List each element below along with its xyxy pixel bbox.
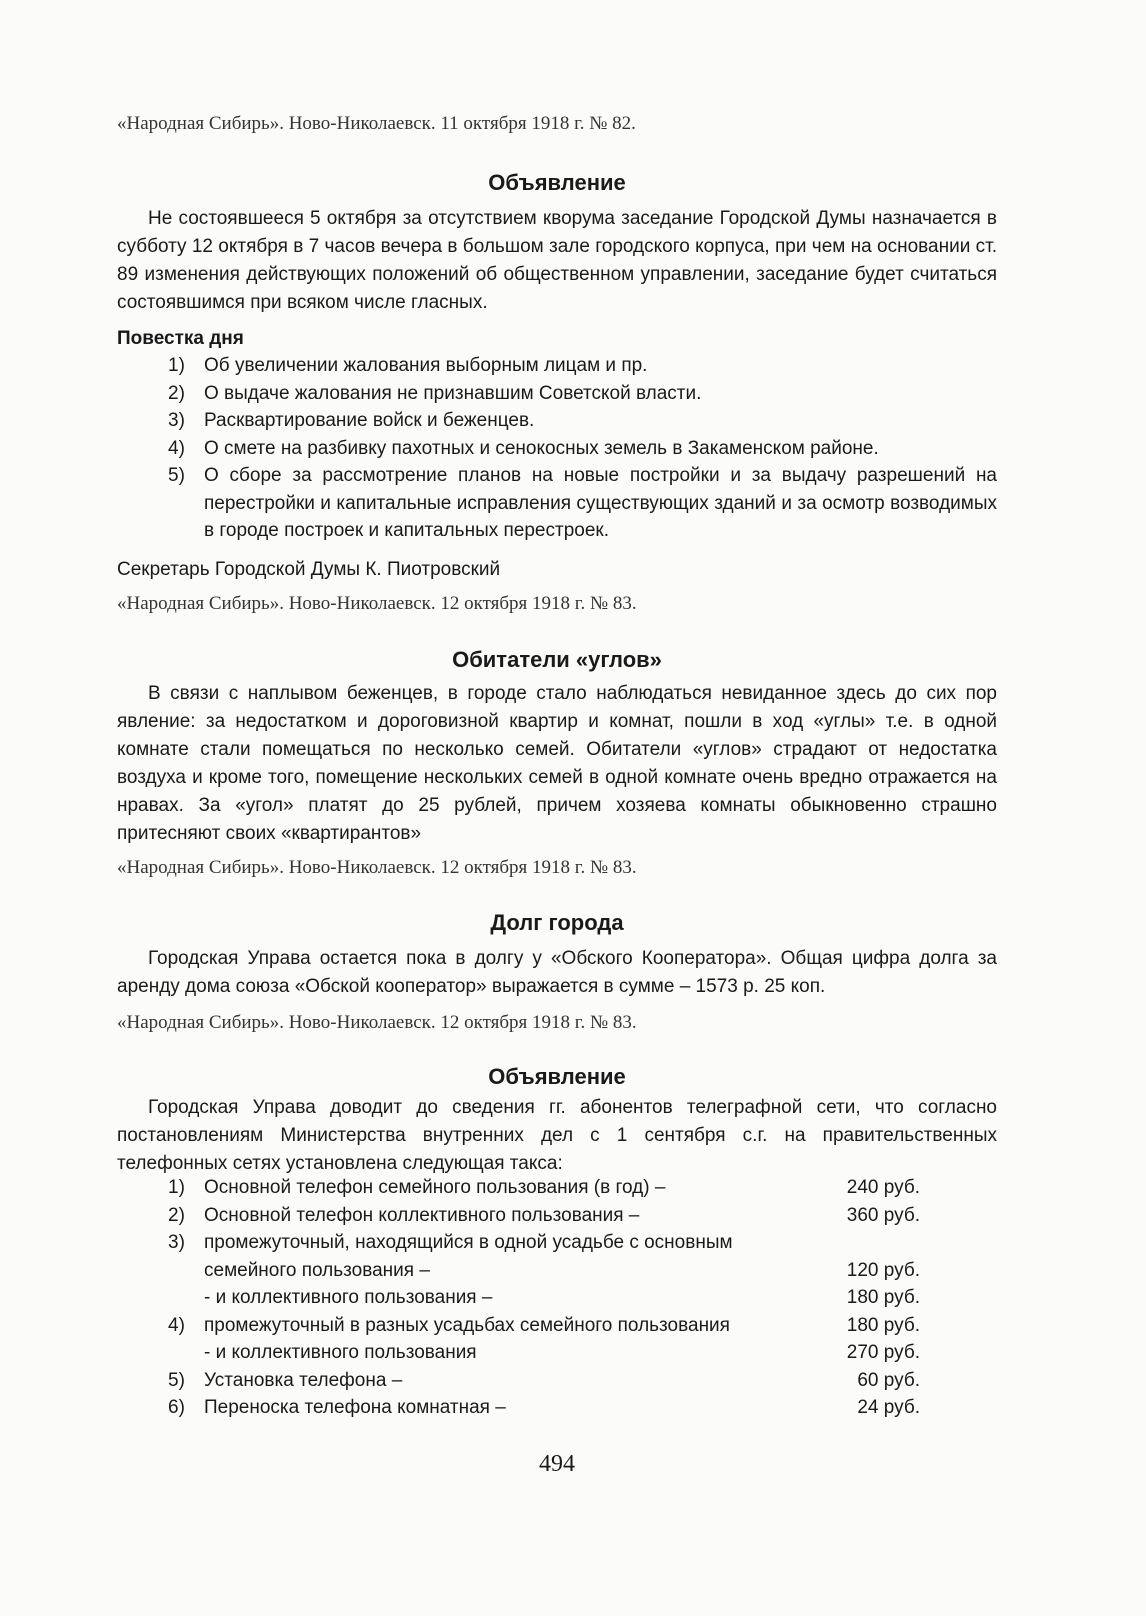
list-item: 2) О выдаче жалования не признавшим Советской власти.: [168, 382, 702, 404]
table-row: семейного пользования – 120 руб.: [204, 1259, 920, 1281]
section-title-city-debt: Долг города: [490, 910, 624, 935]
city-debt-body: Городская Управа остается пока в долгу у «Обского Кооператора». Общая цифра долга за аренду дома союза «Обской кооператор» выражается в сумме – 1573 р. 25 коп.: [117, 948, 997, 997]
notice-2-body: Городская Управа доводит до сведения гг. абонентов телеграфной сети, что согласно постановлениям Министерства внутренних дел с 1 сентября с.г. на правительственных телефонных сетях установлена следующая такса:: [117, 1097, 997, 1174]
section-title-notice-1: Объявление: [488, 170, 626, 195]
table-row: 3) промежуточный, находящийся в одной усадьбе с основным: [168, 1232, 733, 1253]
source-citation: «Народная Сибирь». Ново-Николаевск. 12 октября 1918 г. № 83.: [117, 857, 637, 878]
source-citation: «Народная Сибирь». Ново-Николаевск. 12 октября 1918 г. № 83.: [117, 593, 637, 614]
table-row: - и коллективного пользования – 180 руб.: [204, 1287, 920, 1308]
table-row: - и коллективного пользования 270 руб.: [204, 1342, 920, 1363]
table-row: 6) Переноска телефона комнатная – 24 руб.: [168, 1397, 920, 1418]
source-citation: «Народная Сибирь». Ново-Николаевск. 11 октября 1918 г. № 82.: [117, 113, 636, 134]
signature: Секретарь Городской Думы К. Пиотровский: [117, 559, 501, 580]
table-row: 5) Установка телефона – 60 руб.: [168, 1369, 920, 1391]
corners-body: В связи с наплывом беженцев, в городе стало наблюдаться невиданное здесь до сих пор явление: за недостатком и дороговизной квартир и комнат, пошли в ход «углы» т.е. в одной комнате стали помещаться по несколько семей. Обитатели «углов» страдают от недостатка воздуха и кроме того, помещение нескольких семей в одной комнате очень вредно отражается на нравах. За «угол» платят до 25 рублей, причем хозяева комнаты обыкновенно страшно притесняют своих «квартирантов»: [117, 683, 997, 844]
list-item: 5) О сборе за рассмотрение планов на новые постройки и за выдачу разрешений на перестройки и капитальные исправления существующих зданий и за осмотр возводимых в городе построек и капитальных перестроек.: [168, 465, 997, 541]
page-number: 494: [539, 1451, 575, 1477]
list-item: 4) О смете на разбивку пахотных и сенокосных земель в Закаменском районе.: [168, 437, 879, 459]
section-title-corners: Обитатели «углов»: [452, 647, 662, 672]
table-row: 4) промежуточный в разных усадьбах семейного пользования 180 руб.: [168, 1314, 920, 1336]
tariff-table: [168, 1174, 920, 1422]
table-row: 1) Основной телефон семейного пользования (в год) – 240 руб.: [168, 1177, 920, 1198]
list-item: 1) Об увеличении жалования выборным лицам и пр.: [168, 355, 648, 376]
table-row: 2) Основной телефон коллективного пользования – 360 руб.: [168, 1204, 920, 1226]
section-title-notice-2: Объявление: [488, 1064, 626, 1089]
agenda-title: Повестка дня: [117, 328, 244, 349]
notice-1-body: Не состоявшееся 5 октября за отсутствием кворума заседание Городской Думы назначается в субботу 12 октября в 7 часов вечера в большом зале городского корпуса, при чем на основании ст. 89 изменения действующих положений об общественном управлении, заседание будет считаться состоявшимся при всяком числе гласных.: [117, 208, 997, 313]
source-citation: «Народная Сибирь». Ново-Николаевск. 12 октября 1918 г. № 83.: [117, 1012, 637, 1033]
list-item: 3) Расквартирование войск и беженцев.: [168, 410, 535, 431]
agenda-list: [168, 352, 997, 545]
